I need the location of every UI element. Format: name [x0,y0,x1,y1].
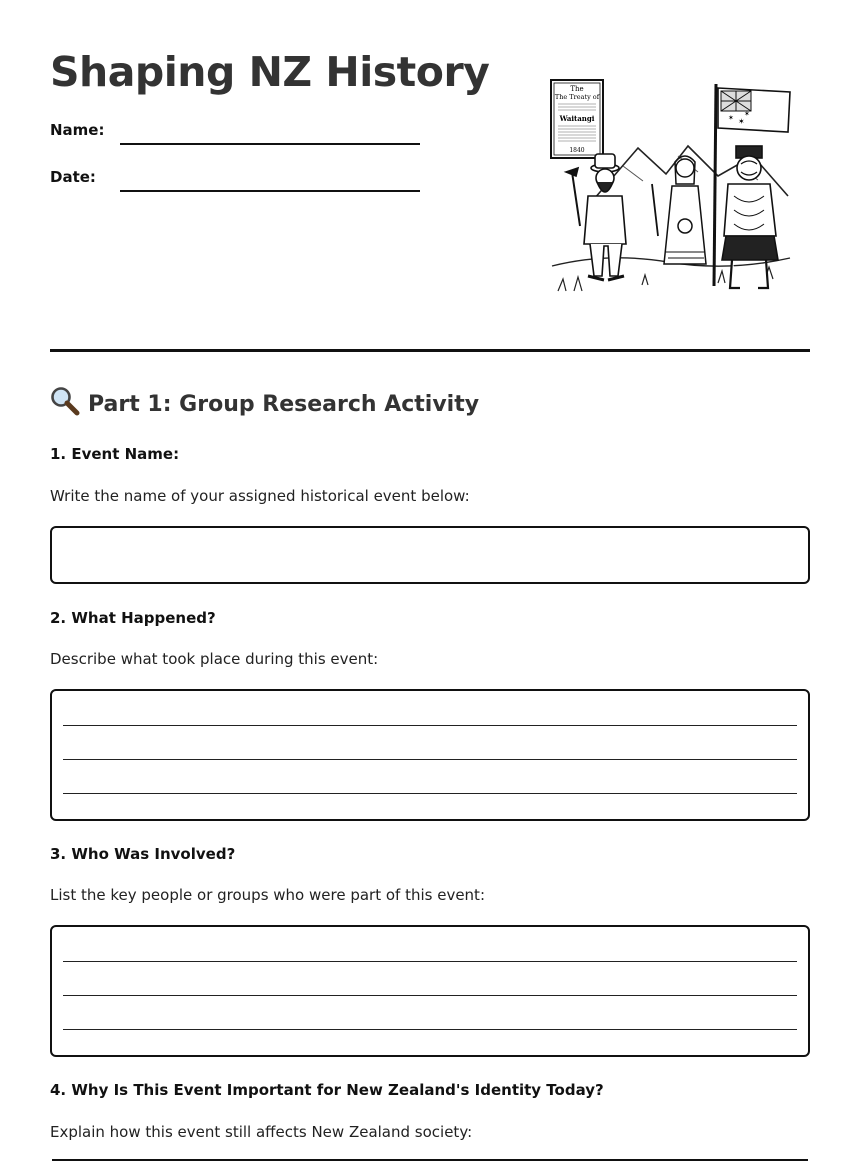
what-happened-answer-box[interactable] [50,689,810,821]
treaty-document [551,80,603,158]
treaty-heading-3: Waitangi [559,114,595,123]
magnifying-glass-icon [50,386,80,422]
question-1-description: Write the name of your assigned historical event below: [50,487,470,505]
date-field[interactable] [120,190,420,192]
question-3-title: 3. Who Was Involved? [50,845,236,863]
treaty-heading-1: The [570,85,584,93]
woman-figure [652,156,706,264]
date-label: Date: [50,168,96,186]
event-name-input[interactable] [50,526,810,584]
question-4-description: Explain how this event still affects New Zealand society: [50,1123,473,1141]
treaty-year: 1840 [569,147,585,154]
question-2-description: Describe what took place during this event: [50,650,379,668]
svg-text:✶: ✶ [728,114,734,122]
section-heading [50,386,479,422]
answer-line [63,1029,797,1030]
answer-line [63,995,797,996]
worksheet-title: Shaping NZ History [50,48,490,96]
treaty-illustration-svg [548,76,794,306]
name-field[interactable] [120,143,420,145]
treaty-heading-2: The Treaty of [554,93,600,101]
chief-figure [722,146,778,288]
answer-line [63,961,797,962]
section-title: Part 1: Group Research Activity [88,391,480,417]
who-involved-answer-box[interactable] [50,925,810,1057]
question-4-title: 4. Why Is This Event Important for New Zealand's Identity Today? [50,1081,604,1099]
treaty-illustration [548,76,794,306]
answer-line [63,793,797,794]
svg-text:✶: ✶ [738,117,745,126]
header-divider [50,349,810,352]
svg-text:✶: ✶ [744,110,750,118]
answer-line [63,759,797,760]
question-3-description: List the key people or groups who were part of this event: [50,886,485,904]
question-2-title: 2. What Happened? [50,609,216,627]
question-1-title: 1. Event Name: [50,445,180,463]
answer-line [63,725,797,726]
name-label: Name: [50,121,105,139]
